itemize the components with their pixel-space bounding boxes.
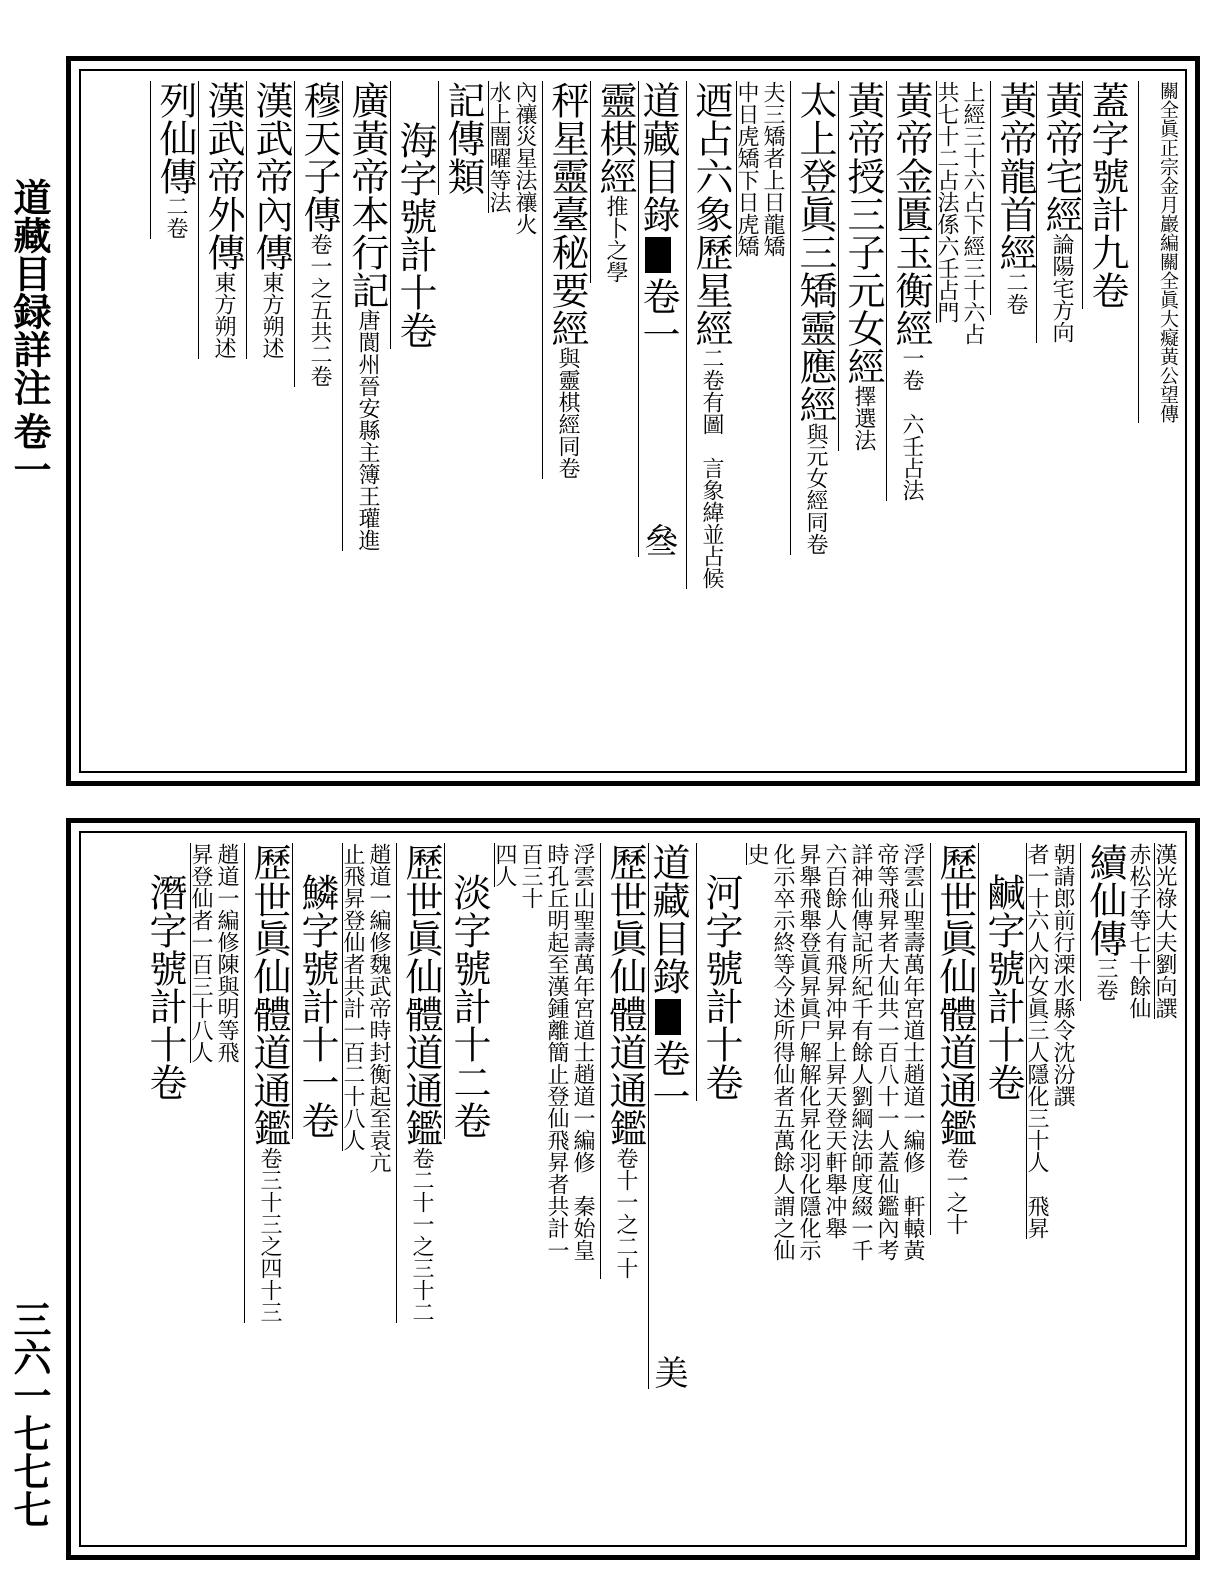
title: 黃帝龍首經 (993, 81, 1037, 271)
bottom-page-panel (66, 818, 1200, 1560)
note: 卷十一之二十 (613, 1147, 638, 1279)
banner-title: 道藏目錄 (636, 81, 680, 233)
top-col-24 (150, 81, 195, 239)
bot-col-24 (366, 843, 393, 1173)
note: 帝等飛昇者大仙共一百八十一人蓋仙鑑內考 (874, 843, 899, 1261)
note: 趙道一編修陳與明等飛 (214, 843, 239, 1063)
note: 東方朔述 (259, 271, 284, 359)
note: 推卜之學 (603, 195, 628, 283)
top-col-11 (736, 81, 761, 257)
note: 二卷 (1003, 271, 1028, 315)
note: 止飛昇登仙者共計一百二十八人 (340, 843, 365, 1151)
fishtail-mark (655, 999, 681, 1035)
note: 六百餘人有飛昇冲昇上昇天登天軒舉冲舉 (822, 843, 847, 1239)
juan-label: 卷一 (7, 412, 52, 488)
note: 漢光祿大夫劉向譔 (1152, 843, 1177, 1019)
title: 迺占六象歷星經 (689, 81, 733, 347)
top-col-2 (1082, 81, 1127, 309)
top-col-15 (542, 81, 587, 479)
bot-col-17 (600, 843, 645, 1279)
banner-juan: 卷一 (636, 277, 680, 353)
top-col-14 (590, 81, 635, 283)
top-col-22 (246, 81, 291, 359)
note: 共七十二占法係六壬占門 (934, 81, 959, 323)
bot-col-9 (874, 843, 901, 1261)
bot-col-30 (141, 843, 185, 1101)
bot-col-14 (746, 843, 771, 865)
bot-col-2 (1126, 843, 1153, 1019)
bot-col-27 (244, 843, 289, 1323)
note: 化示卒示終等今述所得仙者五萬餘人謂之仙 (770, 843, 795, 1261)
note: 唐閬州晉安縣主簿王瓘進 (355, 309, 380, 551)
top-col-18 (438, 81, 483, 195)
top-col-4 (990, 81, 1035, 315)
top-col-5 (960, 81, 987, 345)
book-title: 道藏目録詳注 (7, 178, 52, 406)
note: 與元女經同卷 (803, 423, 828, 555)
bot-col-16-banner (648, 843, 693, 1389)
title: 列仙傳 (153, 81, 197, 195)
note: 卷一之五共二卷 (307, 233, 332, 387)
top-col-3 (1036, 81, 1081, 343)
page-number: 三六一七七七 (7, 1300, 52, 1528)
title: 太上登眞三矯靈應經 (793, 81, 837, 423)
top-col-9 (790, 81, 835, 555)
note: 內禳災星法禳火 (512, 81, 537, 235)
bot-col-29 (190, 843, 215, 1063)
bot-col-20 (518, 843, 545, 909)
title: 歷世眞仙體道通鑑 (399, 843, 443, 1147)
banner-juan: 卷一 (646, 1039, 690, 1115)
title: 秤星靈臺秘要經 (545, 81, 589, 347)
note: 史 (744, 843, 769, 865)
bot-col-28 (214, 843, 241, 1063)
bot-col-13 (770, 843, 797, 1261)
bot-col-23 (396, 843, 441, 1323)
note: 卷二十一之三十二 (409, 1147, 434, 1323)
bot-col-3 (1080, 843, 1125, 1001)
top-col-10 (760, 81, 787, 257)
heading: 海字號計十卷 (393, 121, 437, 349)
bot-col-22 (444, 843, 489, 1139)
note: 四人 (492, 843, 517, 887)
note: 朝請郎前行溧水縣令沈汾譔 (1050, 843, 1075, 1107)
title: 靈棋經 (593, 81, 637, 195)
bot-col-10 (848, 843, 875, 1261)
title: 廣黃帝本行記 (345, 81, 389, 309)
category-heading: 記傳類 (441, 81, 485, 195)
top-col-16 (512, 81, 539, 235)
note: 昇登仙者一百三十八人 (188, 843, 213, 1063)
note: 擇選法 (851, 385, 876, 451)
note: 論陽宅方向 (1049, 233, 1074, 343)
note: 上經三十六占下經三十六占 (960, 81, 985, 345)
note: 詳神仙傳記所紀千有餘人劉綱法師度綴一千 (848, 843, 873, 1261)
bot-col-5 (1026, 843, 1051, 1239)
top-col-20 (342, 81, 387, 551)
top-col-6 (936, 81, 961, 323)
note-line: 關全眞大癡黃公望傳 (1157, 252, 1179, 423)
heading: 鱗字號計十一卷 (295, 873, 339, 1139)
note: 卷一之十 (943, 1147, 968, 1235)
note: 與靈棋經同卷 (555, 347, 580, 479)
top-page-frame (79, 69, 1187, 773)
bot-col-11 (822, 843, 849, 1239)
title: 漢武帝外傳 (201, 81, 245, 271)
bot-col-7 (930, 843, 975, 1235)
banner-title: 道藏目錄 (646, 843, 690, 995)
note: 赤松子等七十餘仙 (1126, 843, 1151, 1019)
note: 百三十 (518, 843, 543, 909)
title: 穆天子傳 (297, 81, 341, 233)
bottom-page-frame (79, 831, 1187, 1547)
top-col-21 (294, 81, 339, 387)
top-col-8 (838, 81, 883, 451)
title: 黃帝金匱玉衡經 (889, 81, 933, 347)
title: 黃帝授三子元女經 (841, 81, 885, 385)
note: 者一十六人內女眞三人隱化三十人 飛昇 (1024, 843, 1049, 1239)
note: 夫三矯者上日龍矯 (760, 81, 785, 257)
leaf-number: 叄 (638, 523, 678, 557)
bot-col-4 (1050, 843, 1077, 1107)
top-col-23 (198, 81, 243, 359)
top-page-panel (66, 56, 1200, 786)
title: 漢武帝內傳 (249, 81, 293, 271)
top-col-7 (886, 81, 931, 501)
note: 東方朔述 (211, 271, 236, 359)
bot-col-8 (900, 843, 927, 1261)
bot-col-12 (796, 843, 823, 1261)
bot-col-25 (342, 843, 367, 1151)
note: 三卷 (1093, 957, 1118, 1001)
heading: 鹹字號計十卷 (981, 873, 1025, 1101)
heading: 淡字號計十二卷 (447, 873, 491, 1139)
heading: 潛字號計十卷 (143, 873, 187, 1101)
leaf-number: 美 (648, 1355, 688, 1389)
top-col-17 (488, 81, 513, 213)
note: 昇舉飛舉登眞昇眞尸解解化昇化羽化隱化示 (796, 843, 821, 1261)
title: 黃帝宅經 (1039, 81, 1083, 233)
note: 趙道一編修魏武帝時封衡起至袁亢 (366, 843, 391, 1173)
bot-col-6 (978, 843, 1023, 1101)
fishtail-mark (645, 237, 671, 273)
note: 卷三十三之四十三 (257, 1147, 282, 1323)
title: 歷世眞仙體道通鑑 (933, 843, 977, 1147)
title: 續仙傳 (1083, 843, 1127, 957)
bot-col-19 (544, 843, 571, 1261)
bot-col-26 (292, 843, 337, 1139)
top-col-13-banner (638, 81, 683, 557)
top-col-19 (390, 81, 435, 349)
top-col-12 (686, 81, 731, 589)
heading: 蓋字號計九卷 (1085, 81, 1129, 309)
note: 二卷有圖 言象緯並占候 (699, 347, 724, 589)
note: 中日虎矯下日虎矯 (734, 81, 759, 257)
top-col-1 (1138, 81, 1179, 423)
note: 水上闇曜等法 (486, 81, 511, 213)
bot-col-15 (696, 843, 741, 1101)
bot-col-18 (570, 843, 597, 1261)
title: 歷世眞仙體道通鑑 (603, 843, 647, 1147)
title: 歷世眞仙體道通鑑 (247, 843, 291, 1147)
note: 二卷 (163, 195, 188, 239)
note: 時孔丘明起至漢鍾離簡止登仙飛昇者共計一 (544, 843, 569, 1261)
bot-col-21 (494, 843, 519, 887)
note: 浮雲山聖壽萬年宮道士趙道一編修 秦始皇 (570, 843, 595, 1261)
heading: 河字號計十卷 (699, 873, 743, 1101)
note-line: 關全眞正宗金月巖編 (1157, 81, 1179, 252)
note: 浮雲山聖壽萬年宮道士趙道一編修 軒轅黃 (900, 843, 925, 1261)
note: 一卷 六壬占法 (899, 347, 924, 501)
bot-col-1 (1154, 843, 1179, 1019)
